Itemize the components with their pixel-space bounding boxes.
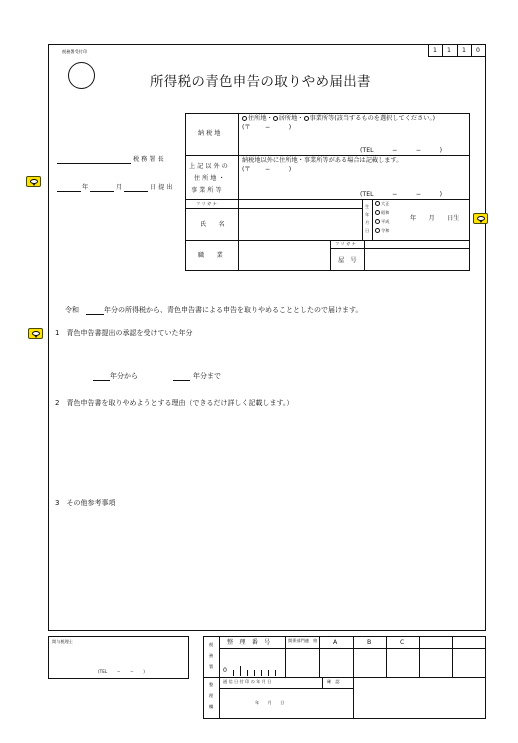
radio-icon[interactable]: [242, 116, 247, 121]
tel-field[interactable]: (TEL − − ): [360, 191, 443, 198]
radio-icon[interactable]: [273, 116, 278, 121]
proc-label: 欄: [209, 704, 214, 709]
office-label: 税: [209, 642, 214, 647]
comm-date-label: 通 信 日 付 印 の 年 月 日: [223, 679, 272, 684]
office-label: 署: [209, 664, 214, 669]
comment-note-icon[interactable]: [473, 213, 488, 224]
reference-number-prefix: 0: [223, 667, 227, 674]
radio-icon[interactable]: [304, 116, 309, 121]
radio-icon[interactable]: [375, 201, 380, 206]
job-field[interactable]: [240, 242, 328, 270]
comment-note-icon[interactable]: [28, 328, 43, 339]
date-month-field[interactable]: [90, 191, 114, 192]
birth-label: 日: [365, 228, 370, 233]
other-address-label: 上 記 以 外 の: [189, 163, 228, 170]
name-furigana-label: フ リ ガ ナ: [196, 201, 217, 206]
name-label: 氏 名: [200, 221, 225, 228]
col-a-label: A: [333, 639, 338, 646]
radio-icon[interactable]: [375, 210, 380, 215]
to-year-field[interactable]: [173, 380, 190, 381]
date-day-field[interactable]: [124, 191, 148, 192]
item-3-label: 3 その他参考事項: [55, 499, 116, 507]
form-title: 所得税の青色申告の取りやめ届出書: [150, 74, 371, 90]
tax-office-field[interactable]: [57, 163, 131, 164]
statement-prefix: 令和: [65, 306, 79, 314]
radio-icon[interactable]: [375, 219, 380, 224]
era-option[interactable]: 大正: [375, 201, 389, 206]
job-label: 職 業: [198, 252, 223, 259]
col-b-label: B: [367, 639, 372, 646]
other-address-note: 納税地以外に住所地・事業所等がある場合は記載します。: [242, 157, 403, 164]
comm-date-ymd: 年 月 日: [255, 700, 285, 705]
era-option[interactable]: 令和: [375, 228, 389, 233]
postal-code-field[interactable]: (〒 − ): [242, 124, 292, 131]
item-1-label: 1 青色申告書提出の承認を受けていた年分: [55, 329, 193, 337]
reason-field[interactable]: [70, 410, 470, 492]
other-address-label: 事 業 所 等: [191, 187, 222, 194]
yago-label: 屋 号: [338, 257, 357, 264]
receipt-stamp-circle: [68, 62, 95, 89]
yago-field[interactable]: [366, 250, 468, 270]
radio-icon[interactable]: [375, 228, 380, 233]
name-field[interactable]: [240, 209, 360, 239]
form-code-digit: 1: [447, 47, 451, 54]
proc-label: 整: [209, 682, 214, 687]
from-year-field[interactable]: [93, 380, 110, 381]
comment-note-icon[interactable]: [26, 176, 41, 187]
date-year-label: 年: [82, 184, 89, 191]
item-2-label: 2 青色申告書を取りやめようとする理由（できるだけ詳しく記載します。）: [55, 399, 294, 407]
col-c-label: C: [400, 639, 405, 646]
form-code-digit: 1: [462, 47, 466, 54]
from-year-suffix: 年分から: [110, 372, 138, 380]
tax-accountant-label: 関与税理士: [52, 639, 73, 644]
reference-number-label: 整 理 番 号: [227, 639, 271, 646]
office-label: 務: [209, 653, 214, 658]
tax-office-suffix: 税 務 署 長: [133, 156, 164, 163]
postal-code-field[interactable]: (〒 − ): [242, 166, 292, 173]
statement-text: 年分の所得税から、青色申告書による申告を取りやめることとしたので届けます。: [104, 306, 363, 314]
stamp-label: 税務署受付印: [62, 49, 88, 54]
birth-label: 生: [365, 204, 370, 209]
nozeichi-label: 納 税 地: [198, 130, 221, 137]
birth-date-suffix: 年 月 日生: [410, 215, 460, 222]
other-address-label: 住 所 地 ・: [194, 175, 225, 182]
confirm-label: 確 認: [327, 679, 340, 684]
form-code-digit: 0: [476, 47, 480, 54]
date-year-field[interactable]: [57, 191, 81, 192]
yago-furigana-label: フ リ ガ ナ: [335, 241, 356, 246]
other-notes-field[interactable]: [70, 510, 470, 620]
birth-label: 年: [365, 212, 370, 217]
date-month-label: 月: [116, 184, 123, 191]
statement-year-field[interactable]: [86, 314, 104, 315]
tel-field[interactable]: (TEL − − ): [360, 147, 443, 154]
form-code-digit: 1: [433, 47, 437, 54]
address-type-options[interactable]: 住所地・ 居所地・ 事業所等(該当するものを選択してください。): [242, 115, 435, 122]
reference-number-field[interactable]: [229, 666, 283, 676]
birth-label: 月: [365, 220, 370, 225]
to-year-suffix: 年分まで: [193, 372, 221, 380]
era-option[interactable]: 昭和: [375, 210, 389, 215]
date-day-label: 日 提 出: [150, 184, 173, 191]
accountant-tel-field[interactable]: (TEL − − ): [98, 669, 145, 674]
proc-label: 理: [209, 693, 214, 698]
dept-liaison-label: 関係部門連 絡: [288, 638, 318, 643]
era-option[interactable]: 平成: [375, 219, 389, 224]
